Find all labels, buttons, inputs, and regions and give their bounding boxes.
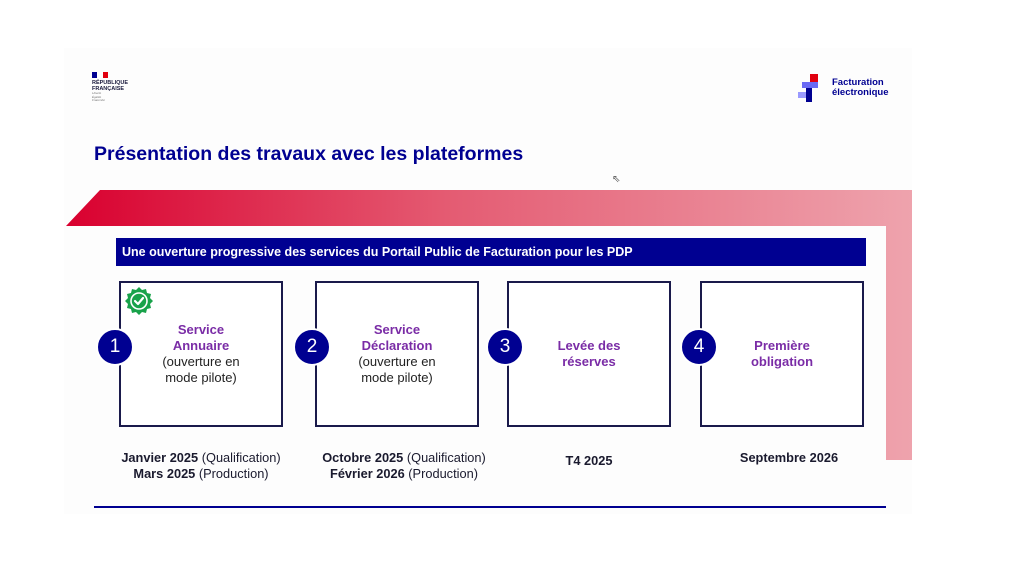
mouse-cursor-icon: ⇖ bbox=[612, 174, 621, 185]
step-number-2: 2 bbox=[293, 328, 331, 366]
step-card-3 bbox=[507, 281, 671, 427]
facturation-logo-icon bbox=[796, 72, 828, 104]
step-4-dates bbox=[700, 450, 878, 466]
step-1-title: Service Annuaire bbox=[172, 322, 230, 353]
step-2-date-1-note: (Qualification) bbox=[403, 450, 486, 465]
product-line-1: Facturation bbox=[832, 77, 884, 88]
step-1-date-1-note: (Qualification) bbox=[198, 450, 281, 465]
motto-egalite: Égalité bbox=[92, 94, 102, 99]
step-2-subtitle: (ouverture en mode pilote) bbox=[358, 354, 436, 385]
banner-header: Une ouverture progressive des services du Portail Public de Facturation pour les PDP bbox=[116, 238, 866, 266]
logo-line-2: FRANÇAISE bbox=[92, 86, 125, 92]
french-flag-icon bbox=[92, 72, 108, 78]
step-3-title: Levée des réserves bbox=[557, 338, 621, 369]
check-badge-icon bbox=[124, 286, 154, 316]
step-2-date-2: Février 2026 bbox=[330, 466, 405, 481]
step-1-date-2: Mars 2025 bbox=[133, 466, 196, 481]
step-1-dates bbox=[108, 450, 294, 482]
step-1-subtitle: (ouverture en mode pilote) bbox=[162, 354, 240, 385]
step-1-date-1: Janvier 2025 bbox=[121, 450, 199, 465]
step-card-4 bbox=[700, 281, 864, 427]
bottom-divider bbox=[94, 506, 886, 508]
step-3-date-1: T4 2025 bbox=[565, 453, 613, 468]
step-4-date-1: Septembre 2026 bbox=[739, 450, 839, 465]
motto-liberte: Liberté bbox=[92, 91, 102, 95]
step-number-1: 1 bbox=[96, 328, 134, 366]
step-1-date-2-note: (Production) bbox=[195, 466, 269, 481]
step-4-title: Première obligation bbox=[750, 338, 814, 369]
facturation-electronique-logo bbox=[796, 72, 889, 104]
product-line-2: électronique bbox=[832, 87, 889, 98]
republique-francaise-logo bbox=[92, 72, 152, 112]
step-3-dates bbox=[507, 453, 671, 469]
page-title: Présentation des travaux avec les plateformes bbox=[94, 143, 524, 165]
step-2-title: Service Déclaration bbox=[361, 322, 433, 353]
motto-fraternite: Fraternité bbox=[92, 98, 105, 102]
step-card-2 bbox=[315, 281, 479, 427]
step-2-date-1: Octobre 2025 bbox=[322, 450, 404, 465]
logo-line-1: RÉPUBLIQUE bbox=[92, 80, 129, 86]
step-number-3: 3 bbox=[486, 328, 524, 366]
step-2-dates bbox=[304, 450, 504, 482]
step-number-4: 4 bbox=[680, 328, 718, 366]
step-2-date-2-note: (Production) bbox=[404, 466, 478, 481]
